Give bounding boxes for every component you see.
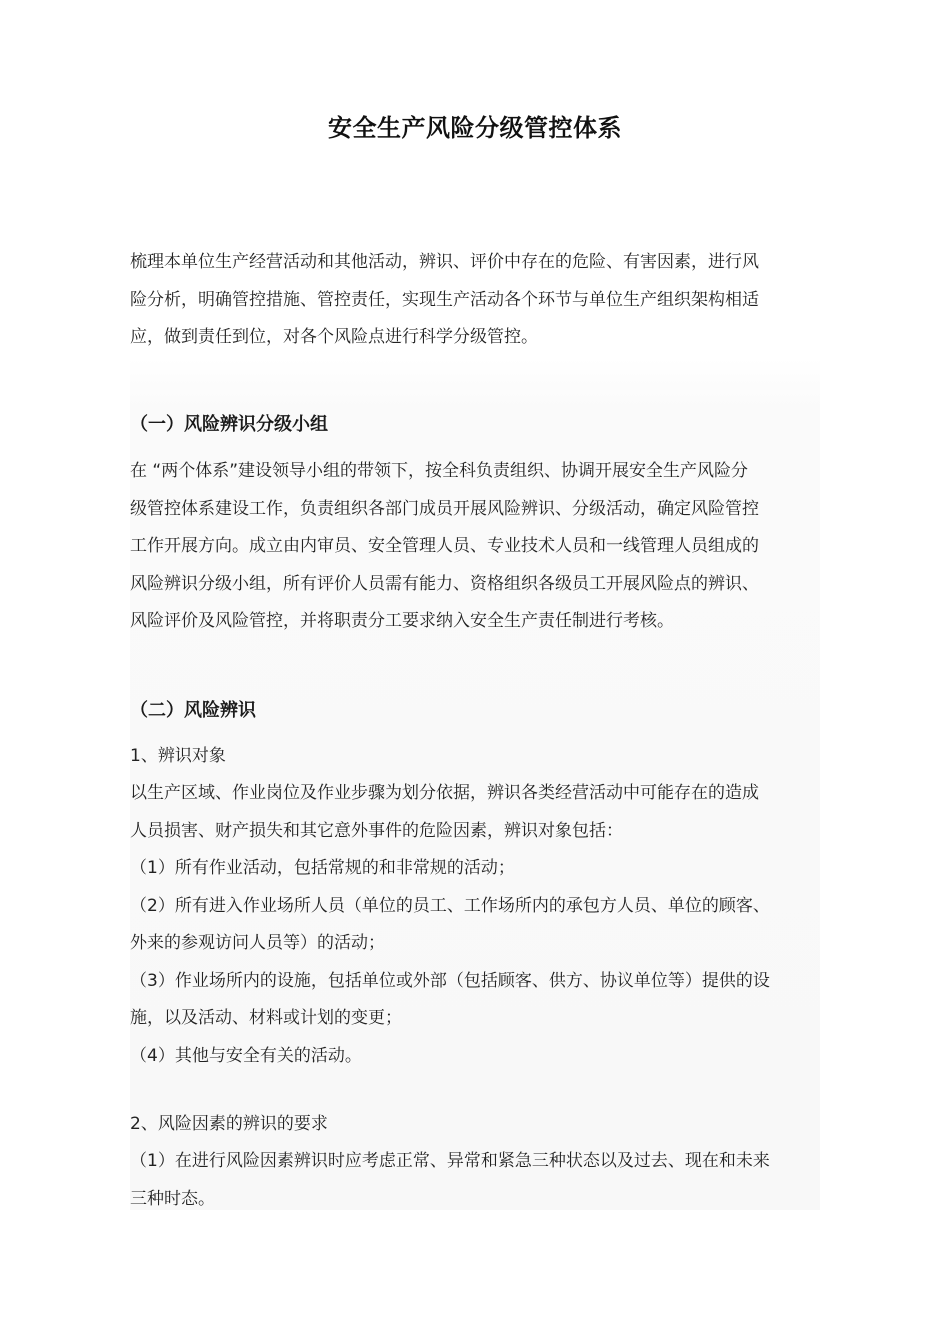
section1-line: 工作开展方向。成立由内审员、安全管理人员、专业技术人员和一线管理人员组成的 bbox=[130, 536, 759, 556]
section-heading-risk-group: （一）风险辨识分级小组 bbox=[130, 414, 328, 435]
requirements-line: （1）在进行风险因素辨识时应考虑正常、异常和紧急三种状态以及过去、现在和未来 bbox=[130, 1151, 770, 1171]
identification-requirements-paragraph bbox=[130, 1143, 822, 1218]
intro-line: 险分析，明确管控措施、管控责任，实现生产活动各个环节与单位生产组织架构相适 bbox=[130, 289, 759, 310]
objects-line: 人员损害、财产损失和其它意外事件的危险因素，辨识对象包括： bbox=[130, 820, 623, 841]
document-title: 安全生产风险分级管控体系 bbox=[328, 114, 622, 142]
objects-line: （4）其他与安全有关的活动。 bbox=[130, 1045, 362, 1066]
intro-paragraph bbox=[130, 244, 822, 357]
requirements-line: 三种时态。 bbox=[130, 1188, 215, 1209]
section1-paragraph bbox=[130, 453, 822, 641]
objects-line: 施，以及活动、材料或计划的变更； bbox=[130, 1008, 402, 1028]
objects-line: （2）所有进入作业场所人员（单位的员工、工作场所内的承包方人员、单位的顾客、 bbox=[130, 895, 770, 916]
intro-line: 梳理本单位生产经营活动和其他活动，辨识、评价中存在的危险、有害因素，进行风 bbox=[130, 252, 759, 272]
objects-line: （3）作业场所内的设施，包括单位或外部（包括顾客、供方、协议单位等）提供的设 bbox=[130, 970, 770, 991]
objects-line: 以生产区域、作业岗位及作业步骤为划分依据，辨识各类经营活动中可能存在的造成 bbox=[130, 783, 759, 803]
section1-line: 风险辨识分级小组，所有评价人员需有能力、资格组织各级员工开展风险点的辨识、 bbox=[130, 573, 759, 594]
section-heading-risk-identification: （二）风险辨识 bbox=[130, 700, 256, 721]
identification-objects-paragraph bbox=[130, 775, 822, 1075]
section1-line: 风险评价及风险管控，并将职责分工要求纳入安全生产责任制进行考核。 bbox=[130, 611, 674, 631]
subsection-title-identification-requirements: 2、风险因素的辨识的要求 bbox=[130, 1114, 328, 1134]
objects-line: （1）所有作业活动，包括常规的和非常规的活动； bbox=[130, 858, 515, 878]
objects-line: 外来的参观访问人员等）的活动； bbox=[130, 933, 385, 953]
intro-line: 应，做到责任到位，对各个风险点进行科学分级管控。 bbox=[130, 327, 538, 347]
subsection-title-identification-objects: 1、辨识对象 bbox=[130, 746, 226, 766]
section1-line: 在 “两个体系”建设领导小组的带领下，按全科负责组织、协调开展安全生产风险分 bbox=[130, 461, 749, 481]
section1-line: 级管控体系建设工作，负责组织各部门成员开展风险辨识、分级活动，确定风险管控 bbox=[130, 498, 759, 519]
